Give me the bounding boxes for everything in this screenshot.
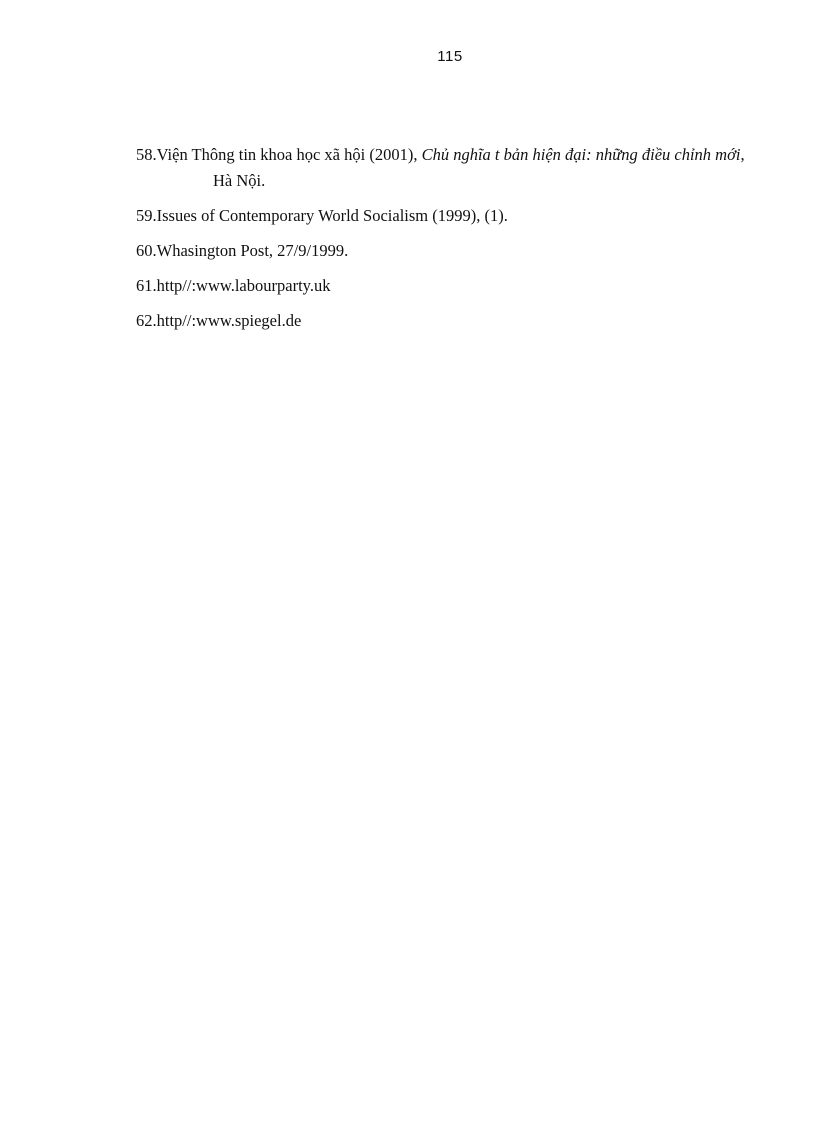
reference-item [136, 142, 756, 194]
reference-text: Issues of Contemporary World Socialism (1999), (1). [156, 206, 508, 225]
reference-text-end: , Hà Nội. [213, 145, 745, 190]
reference-link: http//:www.labourparty.uk [156, 276, 331, 295]
reference-number: 58. [136, 145, 157, 164]
reference-number: 62. [136, 311, 157, 330]
reference-item [136, 273, 756, 299]
reference-text: Whasington Post, 27/9/1999. [156, 241, 349, 260]
reference-link: http//:www.spiegel.de [156, 311, 302, 330]
reference-item [136, 308, 756, 334]
reference-item [136, 238, 756, 264]
reference-text: Viện Thông tin khoa học xã hội (2001), [156, 145, 422, 164]
reference-number: 59. [136, 206, 157, 225]
reference-number: 60. [136, 241, 157, 260]
reference-number: 61. [136, 276, 157, 295]
page-number: 115 [437, 48, 463, 65]
reference-item [136, 203, 756, 229]
reference-title: Chủ nghĩa t bản hiện đại: những điều chỉnh mới [421, 145, 741, 164]
reference-list [136, 142, 756, 343]
